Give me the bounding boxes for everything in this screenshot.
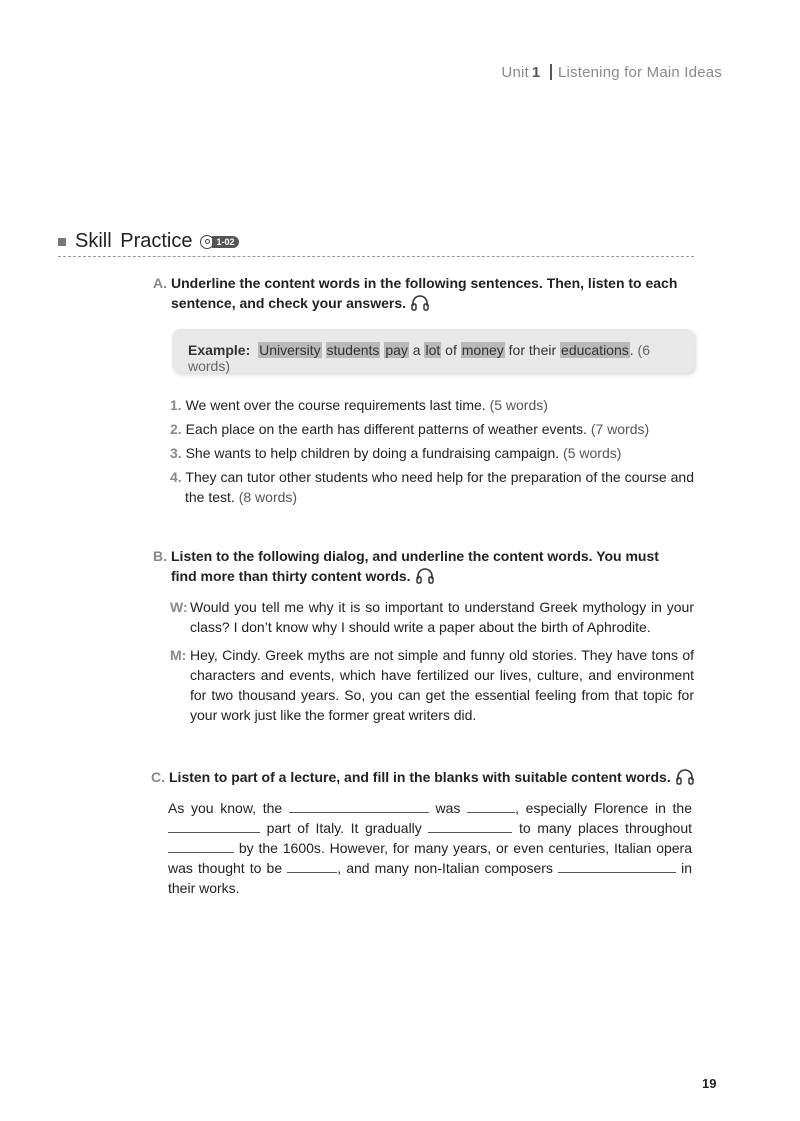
speaker-label: W: <box>170 599 188 615</box>
header-divider <box>550 64 552 80</box>
part-b-instr-line2: find more than thirty content words. <box>171 568 411 584</box>
dialog-text: Would you tell me why it is so important to understand Greek mythology in your class? I don’t know why I should write a paper about the birth of Aphrodite. <box>190 599 694 635</box>
skill-title: Skill Practice <box>75 230 193 252</box>
content-word: students <box>326 342 380 358</box>
content-word: pay <box>385 342 408 358</box>
answer-blank[interactable] <box>558 859 676 873</box>
answer-blank[interactable] <box>467 799 515 813</box>
headphones-icon <box>411 295 429 311</box>
answer-blank[interactable] <box>289 799 429 813</box>
part-c-instr: Listen to part of a lecture, and fill in the blanks with suitable content words. <box>169 769 671 785</box>
example-box <box>172 329 694 373</box>
content-word: University <box>259 342 321 358</box>
content-word: lot <box>425 342 441 358</box>
page-number: 19 <box>702 1076 717 1091</box>
dashed-divider <box>58 256 694 257</box>
answer-blank[interactable] <box>168 819 260 833</box>
dialog-turn <box>170 645 694 725</box>
list-item: 4. They can tutor other students who need help for the preparation of the course and the test. (8 words) <box>170 469 694 505</box>
track-number: 1-02 <box>212 236 238 248</box>
part-a-instr-line1: Underline the content words in the following sentences. Then, listen to each <box>171 275 678 291</box>
answer-blank[interactable] <box>287 859 337 873</box>
dialog-text: Hey, Cindy. Greek myths are not simple and funny old stories. They have tons of characters and events, which have fertilized our lives, culture, and environment for two thousand years. So, you can get the essential feeling from that topic for your work just like the former great writers did. <box>190 647 694 723</box>
headphones-icon <box>416 568 434 584</box>
content-word: money <box>461 342 504 358</box>
function-word: of <box>445 342 457 358</box>
square-bullet-icon <box>58 238 66 246</box>
section-title: Listening for Main Ideas <box>557 64 722 81</box>
list-item: 1. We went over the course requirements last time. (5 words) <box>170 397 548 413</box>
function-word: for their <box>508 342 557 358</box>
part-b-instructions <box>153 546 695 586</box>
part-c-letter: C. <box>151 769 165 785</box>
unit-number: 1 <box>531 64 541 81</box>
part-b-instr-line1: Listen to the following dialog, and underline the content words. You must <box>171 548 659 564</box>
cloze-paragraph: As you know, the was , especially Florence in the part of Italy. It gradually to many places throughout by the 1600s. However, for many years, or even centuries, Italian opera was thought to be , and many non-Italian composers in their works. <box>168 800 693 896</box>
part-a-letter: A. <box>153 275 167 291</box>
unit-label: Unit <box>501 64 529 81</box>
part-a-sentence-list <box>170 395 694 511</box>
dialog <box>170 597 694 733</box>
answer-blank[interactable] <box>428 819 512 833</box>
headphones-icon <box>676 769 694 785</box>
list-item: 2. Each place on the earth has different patterns of weather events. (7 words) <box>170 421 650 437</box>
running-head <box>501 64 722 81</box>
dialog-turn <box>170 597 694 637</box>
word-count: (6 words) <box>188 342 650 374</box>
example-label: Example: <box>188 342 251 358</box>
content-word: educations <box>561 342 629 358</box>
period: . <box>629 342 634 358</box>
skill-practice-heading <box>58 230 239 253</box>
part-a-instructions <box>153 273 695 313</box>
part-b-letter: B. <box>153 548 167 564</box>
part-a-instr-line2: sentence, and check your answers. <box>171 295 406 311</box>
audio-track-badge <box>200 235 238 249</box>
answer-blank[interactable] <box>168 839 234 853</box>
part-c-instructions <box>151 767 696 787</box>
speaker-label: M: <box>170 647 187 663</box>
function-word: a <box>412 342 421 358</box>
list-item: 3. She wants to help children by doing a fundraising campaign. (5 words) <box>170 445 622 461</box>
